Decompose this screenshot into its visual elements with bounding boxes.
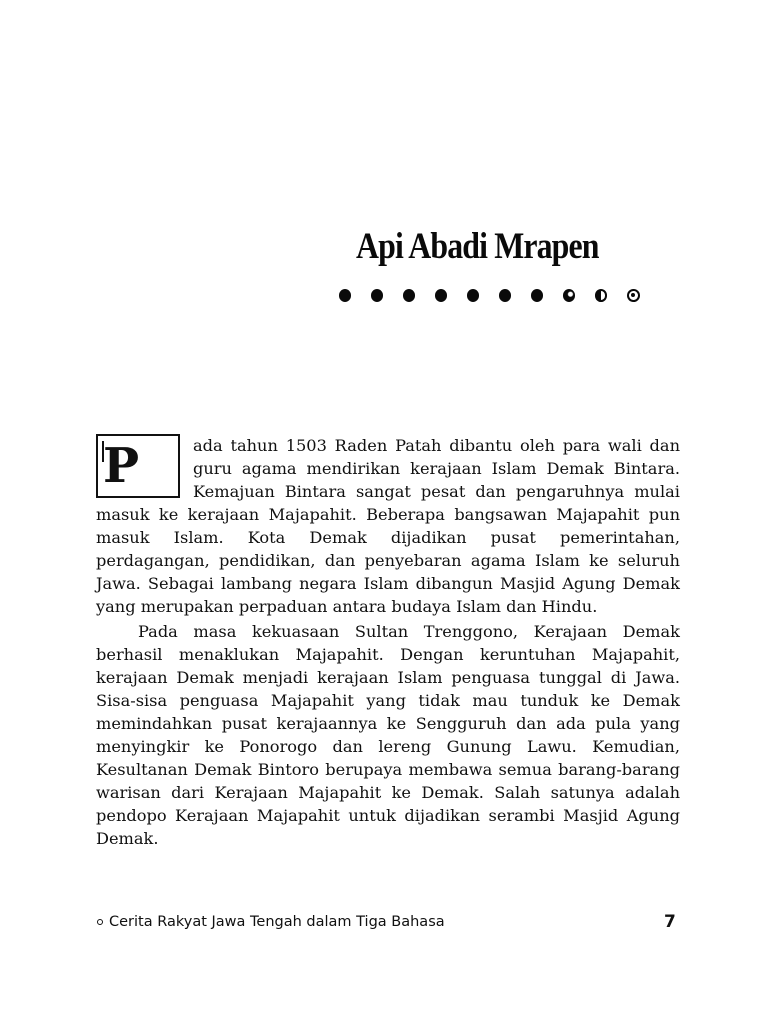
dot-icon [403,289,415,302]
page-title: Api Abadi Mrapen [356,226,599,267]
dot-icon [339,289,351,302]
dot-icon [499,289,511,302]
dot-icon [563,289,575,302]
drop-cap [96,434,180,498]
footer-book-title [97,914,445,930]
dot-icon [371,289,383,302]
page-number: 7 [664,912,676,932]
book-title: Cerita Rakyat Jawa Tengah dalam Tiga Bahasa [109,914,445,930]
half-dot-icon [595,289,608,302]
article-body [96,434,680,850]
paragraph-1-text: ada tahun 1503 Raden Patah dibantu oleh para wali dan guru agama mendirikan kerajaan Islam Demak Bintara. Kemajuan Bintara sangat pesat dan pengaruhnya mulai masuk ke kerajaan Majapahit. Beberapa bangsawan Majapahit pun masuk Islam. Kota Demak dijadikan pusat pemerintahan, perdagangan, pendidikan, dan penyebaran agama Islam ke seluruh Jawa. Sebagai lambang negara Islam dibangun Masjid Agung Demak yang merupakan perpaduan antara budaya Islam dan Hindu. [96,436,680,616]
dot-icon [435,289,447,302]
dot-icon [531,289,543,302]
ring-dot-icon [627,289,640,302]
circle-bullet-icon [97,919,103,925]
paragraph-2: Pada masa kekuasaan Sultan Trenggono, Kerajaan Demak berhasil menaklukan Majapahit. Dengan keruntuhan Majapahit, kerajaan Demak menjadi kerajaan Islam penguasa tunggal di Jawa. Sisa-sisa penguasa Majapahit yang tidak mau tunduk ke Demak memindahkan pusat kerajaannya ke Sengguruh dan ada pula yang menyingkir ke Ponorogo dan lereng Gunung Lawu. Kemudian, Kesultanan Demak Bintoro berupaya membawa semua barang-barang warisan dari Kerajaan Majapahit ke Demak. Salah satunya adalah pendopo Kerajaan Majapahit untuk dijadikan serambi Masjid Agung Demak. [96,622,680,848]
ornament-divider [339,286,659,304]
paragraph-1 [96,434,680,618]
dot-icon [467,289,479,302]
ornamental-frame-icon: P [103,438,140,494]
